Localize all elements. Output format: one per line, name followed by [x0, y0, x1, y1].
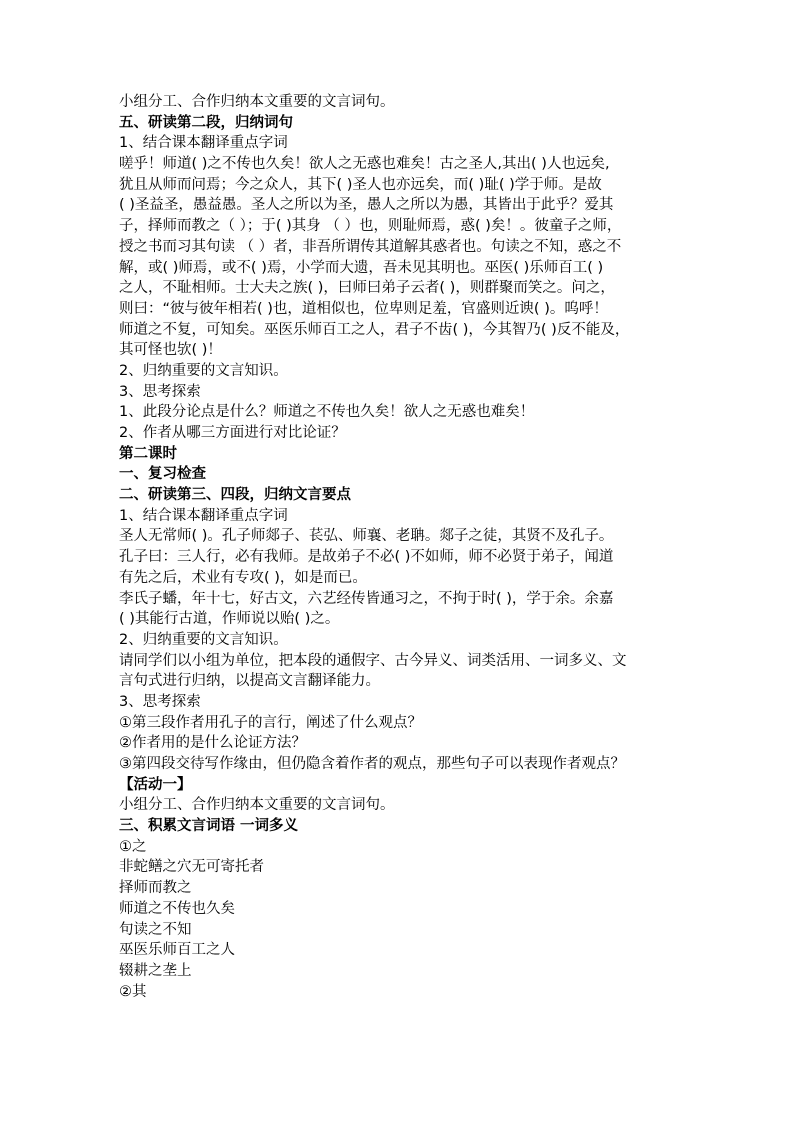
text-line: ②作者用的是什么论证方法？ [119, 735, 306, 752]
text-line: 犹且从师而问焉；今之众人，其下( )圣人也亦远矣，而( )耻( )学于师。是故 [119, 176, 602, 193]
text-line: 子，择师而教之（ ）；于( )其身 （ ）也，则耻师焉，惑( )矣！。彼童子之师， [119, 218, 622, 235]
text-line: 孔子曰：三人行，必有我师。是故弟子不必( )不如师，师不必贤于弟子，闻道 [119, 549, 614, 566]
text-line: ③第四段交待写作缘由，但仍隐含着作者的观点，那些句子可以表现作者观点？ [119, 756, 625, 772]
text-line: 1、结合课本翻译重点字词 [119, 507, 288, 524]
text-line: ( )其能行古道，作师说以贻( )之。 [119, 611, 340, 628]
text-line: 师道之不复，可知矣。巫医乐师百工之人，君子不齿( )，今其智乃( )反不能及， [119, 321, 630, 338]
text-line: 1、此段分论点是什么？师道之不传也久矣！欲人之无惑也难矣！ [119, 404, 535, 421]
text-line: ②其 [119, 983, 147, 1000]
text-line: 2、归纳重要的文言知识。 [119, 631, 288, 648]
text-line: ①第三段作者用孔子的言行，阐述了什么观点？ [119, 714, 422, 731]
text-line: 非蛇鳝之穴无可寄托者 [119, 859, 264, 876]
text-line: 嗟乎！师道( )之不传也久矣！欲人之无惑也难矣！古之圣人,其出( )人也远矣, [119, 156, 610, 173]
text-line: 师道之不传也久矣 [119, 900, 235, 917]
text-line: 之人，不耻相师。士大夫之族( )，曰师曰弟子云者( )，则群聚而笑之。问之， [119, 280, 615, 297]
section-heading: 五、研读第二段，归纳词句 [119, 114, 293, 131]
section-heading: 第二课时 [119, 445, 177, 462]
text-line: 小组分工、合作归纳本文重要的文言词句。 [119, 94, 395, 110]
text-line: 解，或( )师焉，或不( )焉，小学而大遗，吾未见其明也。巫医( )乐师百工( ) [119, 259, 604, 276]
text-line: 巫医乐师百工之人 [119, 942, 235, 959]
text-line: 小组分工、合作归纳本文重要的文言词句。 [119, 797, 395, 814]
text-line: 择师而教之 [119, 880, 192, 897]
text-line: 辍耕之垄上 [119, 962, 192, 979]
text-line: 2、作者从哪三方面进行对比论证？ [119, 425, 346, 441]
text-line: 请同学们以小组为单位，把本段的通假字、古今异义、词类活用、一词多义、文 [119, 652, 627, 669]
text-line: 3、思考探索 [119, 693, 201, 710]
section-heading: 一、复习检查 [119, 466, 206, 483]
section-heading: 二、研读第三、四段，归纳文言要点 [119, 487, 351, 504]
text-line: 有先之后，术业有专攻( )，如是而已。 [119, 569, 367, 586]
text-line: 3、思考探索 [119, 383, 201, 400]
text-line: ①之 [119, 838, 147, 855]
text-line: 其可怪也欤( )！ [119, 342, 222, 359]
section-heading: 【活动一】 [119, 776, 192, 793]
text-line: ( )圣益圣，愚益愚。圣人之所以为圣，愚人之所以为愚，其皆出于此乎？爱其 [119, 197, 614, 214]
text-line: 圣人无常师( )。孔子师郯子、苌弘、师襄、老聃。郯子之徒，其贤不及孔子。 [119, 528, 614, 545]
document-page [119, 92, 689, 1002]
text-line: 授之书而习其句读 （ ）者，非吾所谓传其道解其惑者也。句读之不知，惑之不 [119, 238, 622, 255]
section-heading: 三、积累文言词语 一词多义 [119, 818, 299, 835]
text-line: 句读之不知 [119, 921, 192, 938]
text-line: 李氏子蟠，年十七，好古文，六艺经传皆通习之，不拘于时( )，学于余。余嘉 [119, 590, 614, 607]
text-line: 1、结合课本翻译重点字词 [119, 135, 288, 152]
text-line: 言句式进行归纳，以提高文言翻译能力。 [119, 673, 380, 690]
text-line: 则曰：“彼与彼年相若( )也，道相似也，位卑则足羞，官盛则近谀( )。呜呼！ [119, 300, 608, 317]
text-line: 2、归纳重要的文言知识。 [119, 362, 288, 379]
